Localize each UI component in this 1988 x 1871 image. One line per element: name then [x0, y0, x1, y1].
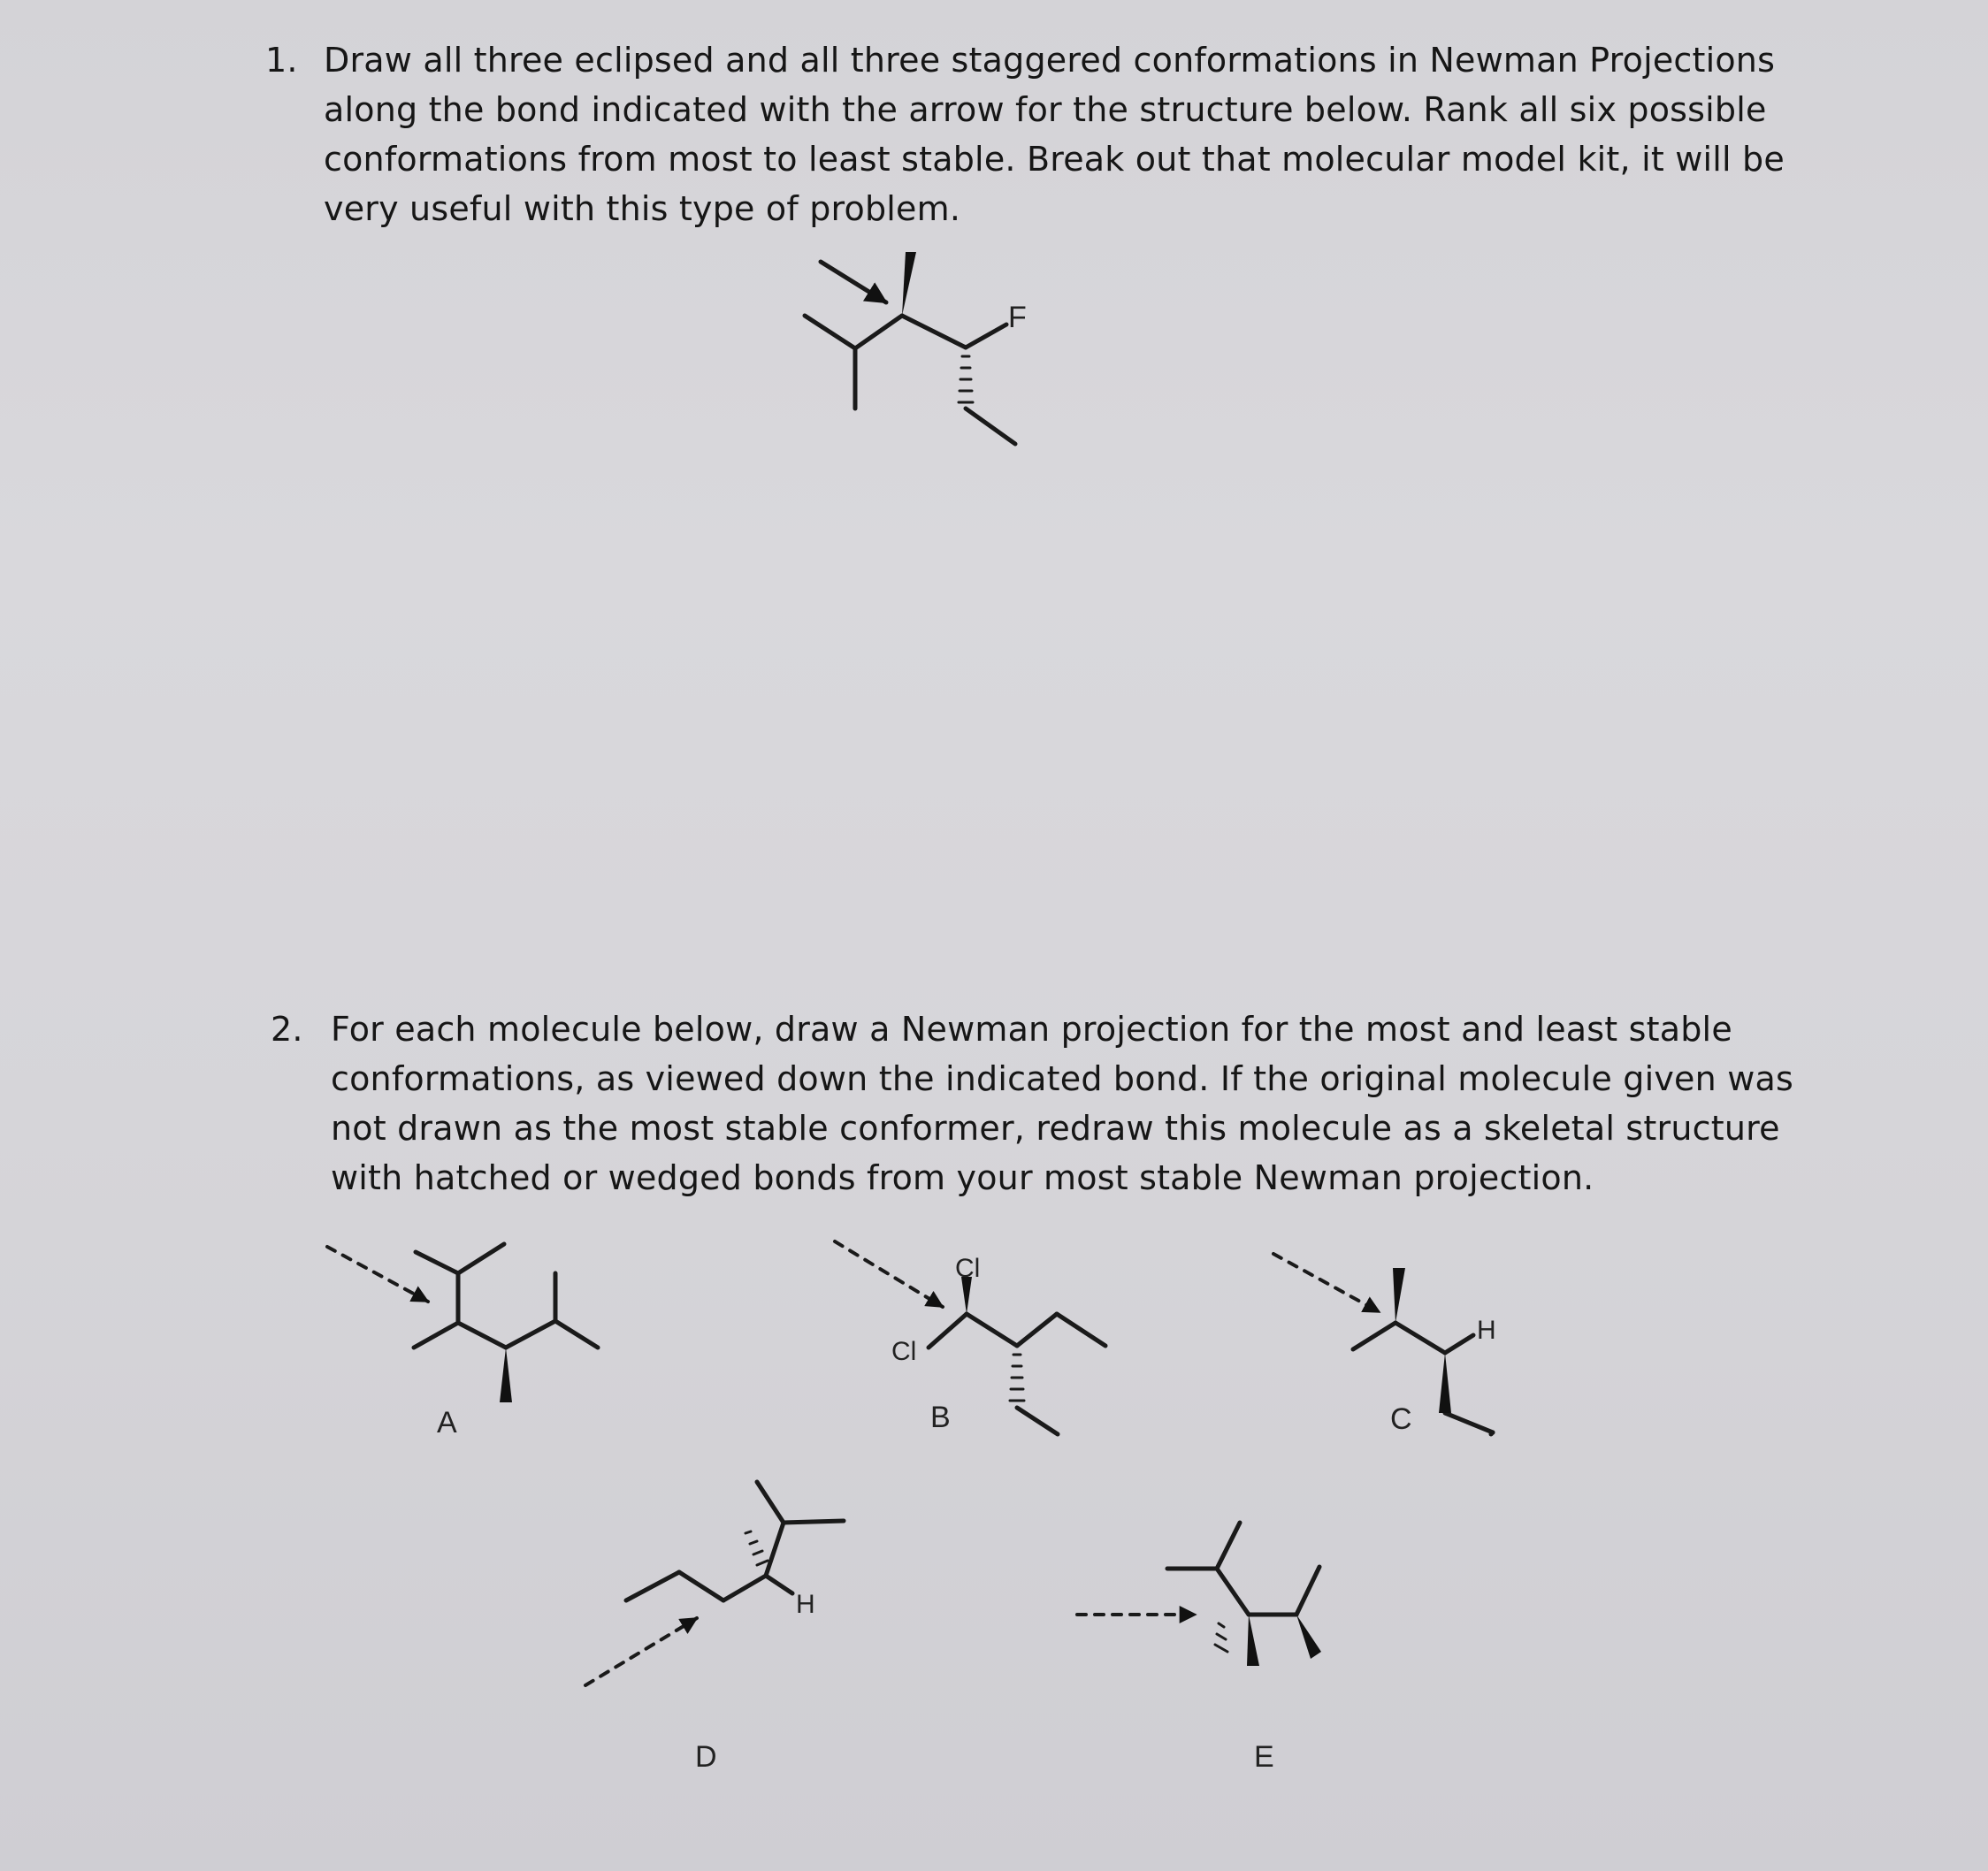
molecule-a-label: A [437, 1406, 457, 1440]
molecule-c-bond [1445, 1413, 1493, 1432]
molecule-a-bond [555, 1321, 598, 1348]
molecule-a-bond [416, 1252, 458, 1273]
molecule-a [327, 1244, 598, 1402]
molecule-c-label: C [1390, 1402, 1412, 1436]
molecule-a-bond [458, 1323, 506, 1348]
q1-skeleton-bond [902, 316, 966, 347]
molecule-e-bond [1217, 1523, 1240, 1569]
molecule-e [1077, 1523, 1321, 1666]
molecule-e-label: E [1254, 1740, 1274, 1774]
question-1-line: very useful with this type of problem. [324, 189, 961, 228]
molecule-c-indicator-arrow [1273, 1254, 1380, 1312]
question-1-line: conformations from most to least stable. Break out that molecular model kit, it will be [324, 140, 1785, 179]
question-1-line: along the bond indicated with the arrow for the structure below. Rank all six possible [324, 90, 1767, 129]
question-2-line: conformations, as viewed down the indicated bond. If the original molecule given was [331, 1059, 1793, 1098]
molecule-b-bond [1057, 1314, 1105, 1346]
q1-wedge-bond [902, 252, 916, 316]
molecule-d-bond [679, 1572, 723, 1600]
molecule-b-hashed-bond [1010, 1355, 1024, 1401]
molecule-d-bond [757, 1482, 784, 1523]
q1-skeleton-bond [966, 325, 1006, 347]
molecule-a-bond [506, 1321, 555, 1348]
q1-indicator-arrow [821, 262, 886, 302]
molecule-d-bond [784, 1521, 844, 1523]
molecule-d-bond [723, 1576, 766, 1600]
molecule-b-label: B [930, 1401, 951, 1434]
q1-skeleton-bond [805, 316, 855, 348]
molecule-b-indicator-arrow [835, 1241, 943, 1307]
q1-skeleton-bond [966, 409, 1015, 444]
molecule-b-chlorine-label: Cl [891, 1337, 917, 1366]
molecule-e-bond [1217, 1569, 1249, 1615]
molecule-a-indicator-arrow [327, 1247, 428, 1302]
question-2-line: For each molecule below, draw a Newman projection for the most and least stable [331, 1010, 1732, 1049]
question-1-number: 1. [265, 41, 298, 80]
molecule-c-wedge-bond [1439, 1353, 1451, 1413]
molecule-d-bond [766, 1523, 784, 1576]
molecule-c-bond [1353, 1323, 1395, 1349]
molecule-c-bond [1445, 1335, 1473, 1353]
molecule-a-bond [458, 1244, 504, 1273]
q1-structure [805, 252, 1015, 444]
molecule-d-indicator-arrow [585, 1618, 697, 1685]
molecule-b-bond [929, 1314, 967, 1348]
q1-hashed-bond [959, 356, 973, 402]
q1-fluorine-label: F [1008, 301, 1027, 334]
molecule-d-bond [766, 1576, 792, 1593]
molecule-d [585, 1482, 844, 1685]
molecule-c-wedge-bond [1393, 1268, 1405, 1323]
molecule-b-chlorine-label: Cl [955, 1254, 981, 1283]
molecule-a-wedge-bond [500, 1348, 512, 1402]
molecule-e-hashed-bond [1215, 1623, 1227, 1652]
molecule-c-bond [1491, 1432, 1493, 1434]
molecule-d-bond [626, 1572, 679, 1600]
molecule-e-wedge-bond [1296, 1615, 1321, 1659]
molecule-d-label: D [695, 1740, 717, 1774]
molecule-d-hashed-bond [746, 1531, 768, 1565]
question-1-line: Draw all three eclipsed and all three staggered conformations in Newman Projections [324, 41, 1776, 80]
molecule-e-wedge-bond [1247, 1615, 1259, 1666]
question-2-line: not drawn as the most stable conformer, redraw this molecule as a skeletal structure [331, 1109, 1780, 1148]
molecule-c [1273, 1254, 1493, 1434]
molecule-b-bond [1017, 1314, 1057, 1346]
molecule-c-hydrogen-label: H [1477, 1316, 1496, 1345]
molecule-a-bond [414, 1323, 458, 1348]
molecule-e-bond [1296, 1567, 1319, 1615]
question-2-line: with hatched or wedged bonds from your most stable Newman projection. [331, 1158, 1594, 1197]
q1-skeleton-bond [855, 316, 902, 348]
molecule-c-bond [1395, 1323, 1445, 1353]
molecule-d-hydrogen-label: H [796, 1590, 815, 1619]
question-2-number: 2. [271, 1010, 303, 1049]
molecule-b-bond [967, 1314, 1017, 1346]
molecule-b-bond [1017, 1408, 1058, 1434]
